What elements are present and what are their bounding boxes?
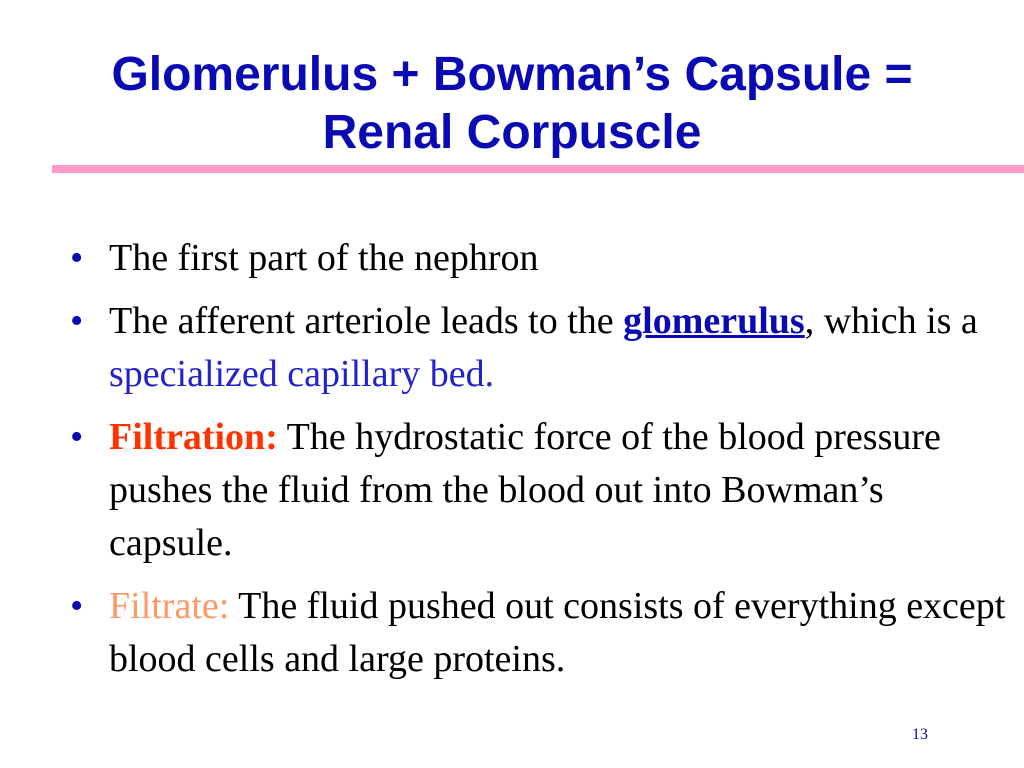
slide-title-line-1: Glomerulus + Bowman’s Capsule =	[111, 48, 913, 102]
bullet-item-filtrate	[70, 580, 1010, 686]
slide-title-line-2: Renal Corpuscle	[322, 106, 702, 160]
bullet-icon: •	[70, 585, 84, 627]
bullet-item-filtration	[70, 411, 1010, 570]
bullet-text-prefix: The afferent arteriole leads to the	[109, 300, 624, 342]
capillary-bed-highlight: specialized capillary bed.	[109, 353, 495, 395]
bullet-text: The first part of the nephron	[109, 237, 539, 279]
title-divider	[52, 165, 1024, 173]
bullet-icon: •	[70, 416, 84, 458]
bullet-text-continuation: which is a	[814, 300, 978, 342]
bullet-icon: •	[70, 237, 84, 279]
bullet-item-first-part	[70, 232, 1010, 285]
page-number: 13	[912, 726, 928, 743]
filtration-description: The hydrostatic force of the blood pressure pushes the fluid from the blood out into Bowman’s capsule.	[109, 416, 941, 564]
filtration-term: Filtration:	[109, 416, 278, 458]
filtrate-term: Filtrate:	[109, 585, 230, 627]
slide-title	[0, 46, 1024, 162]
bullet-list	[70, 232, 1010, 696]
filtrate-description: The fluid pushed out consists of everything except blood cells and large proteins.	[109, 585, 1006, 680]
bullet-icon: •	[70, 300, 84, 342]
bullet-item-afferent-arteriole	[70, 295, 1010, 401]
glomerulus-link[interactable]: glomerulus	[623, 300, 805, 342]
bullet-text-comma: ,	[804, 300, 815, 342]
